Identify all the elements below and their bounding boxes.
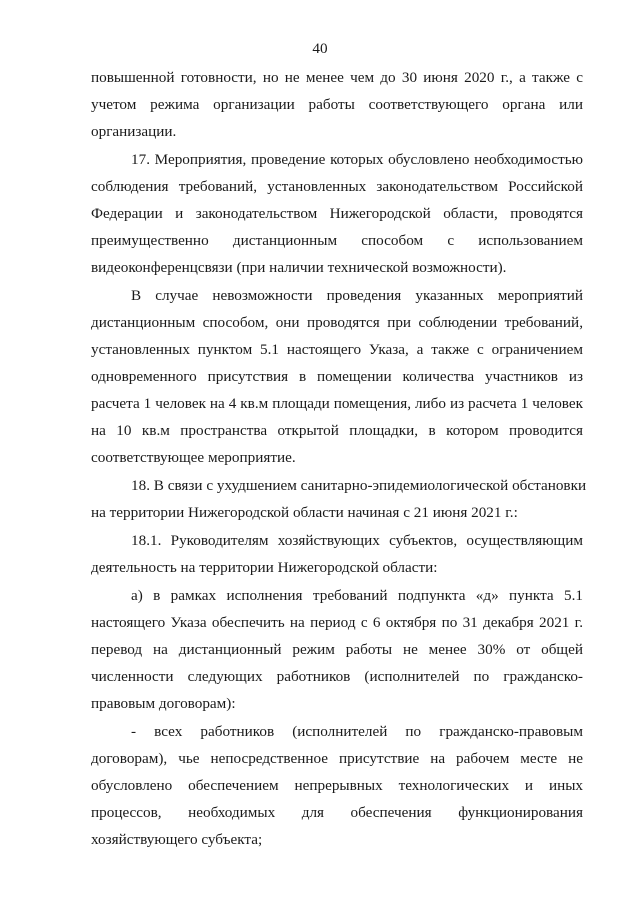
text-line: видеоконференцсвязи (при наличии технической возможности). — [91, 259, 507, 276]
page-number: 40 — [312, 40, 328, 57]
text-line: 18.1. Руководителям хозяйствующих субъектов, осуществляющим — [131, 532, 583, 549]
text-line: численности следующих работников (исполнителей по гражданско- — [91, 668, 583, 685]
text-line: организации. — [91, 123, 177, 140]
text-line: правовым договорам): — [91, 695, 236, 712]
text-line: преимущественно дистанционным способом с использованием — [91, 232, 583, 249]
text-line: одновременного присутствия в помещении количества участников из — [91, 368, 583, 385]
text-line: а) в рамках исполнения требований подпункта «д» пункта 5.1 — [131, 587, 583, 604]
text-line: на 10 кв.м пространства открытой площадки, в котором проводится — [91, 422, 583, 439]
text-line: соответствующее мероприятие. — [91, 449, 296, 466]
text-line: настоящего Указа обеспечить на период с 6 октября по 31 декабря 2021 г. — [91, 614, 583, 631]
text-line: учетом режима организации работы соответствующего органа или — [91, 96, 583, 113]
text-line: Федерации и законодательством Нижегородской области, проводятся — [91, 205, 583, 222]
text-line: процессов, необходимых для обеспечения функционирования — [91, 804, 583, 821]
text-line: обусловлено обеспечением непрерывных технологических и иных — [91, 777, 583, 794]
text-line: договорам), чье непосредственное присутствие на рабочем месте не — [91, 750, 583, 767]
text-line: - всех работников (исполнителей по гражданско-правовым — [131, 723, 583, 740]
text-line: соблюдения требований, установленных законодательством Российской — [91, 178, 583, 195]
text-line: 17. Мероприятия, проведение которых обусловлено необходимостью — [131, 151, 583, 168]
text-line: перевод на дистанционный режим работы не менее 30% от общей — [91, 641, 583, 658]
text-line: В случае невозможности проведения указанных мероприятий — [131, 287, 583, 304]
text-line: хозяйствующего субъекта; — [91, 831, 263, 848]
text-line: повышенной готовности, но не менее чем до 30 июня 2020 г., а также с — [91, 69, 583, 86]
text-line: деятельность на территории Нижегородской области: — [91, 559, 438, 576]
text-line: дистанционным способом, они проводятся при соблюдении требований, — [91, 314, 583, 331]
text-line: расчета 1 человек на 4 кв.м площади помещения, либо из расчета 1 человек — [91, 395, 583, 412]
text-line: на территории Нижегородской области начиная с 21 июня 2021 г.: — [91, 504, 518, 521]
text-line: 18. В связи с ухудшением санитарно-эпидемиологической обстановки — [131, 477, 587, 494]
text-line: установленных пунктом 5.1 настоящего Указа, а также с ограничением — [91, 341, 583, 358]
